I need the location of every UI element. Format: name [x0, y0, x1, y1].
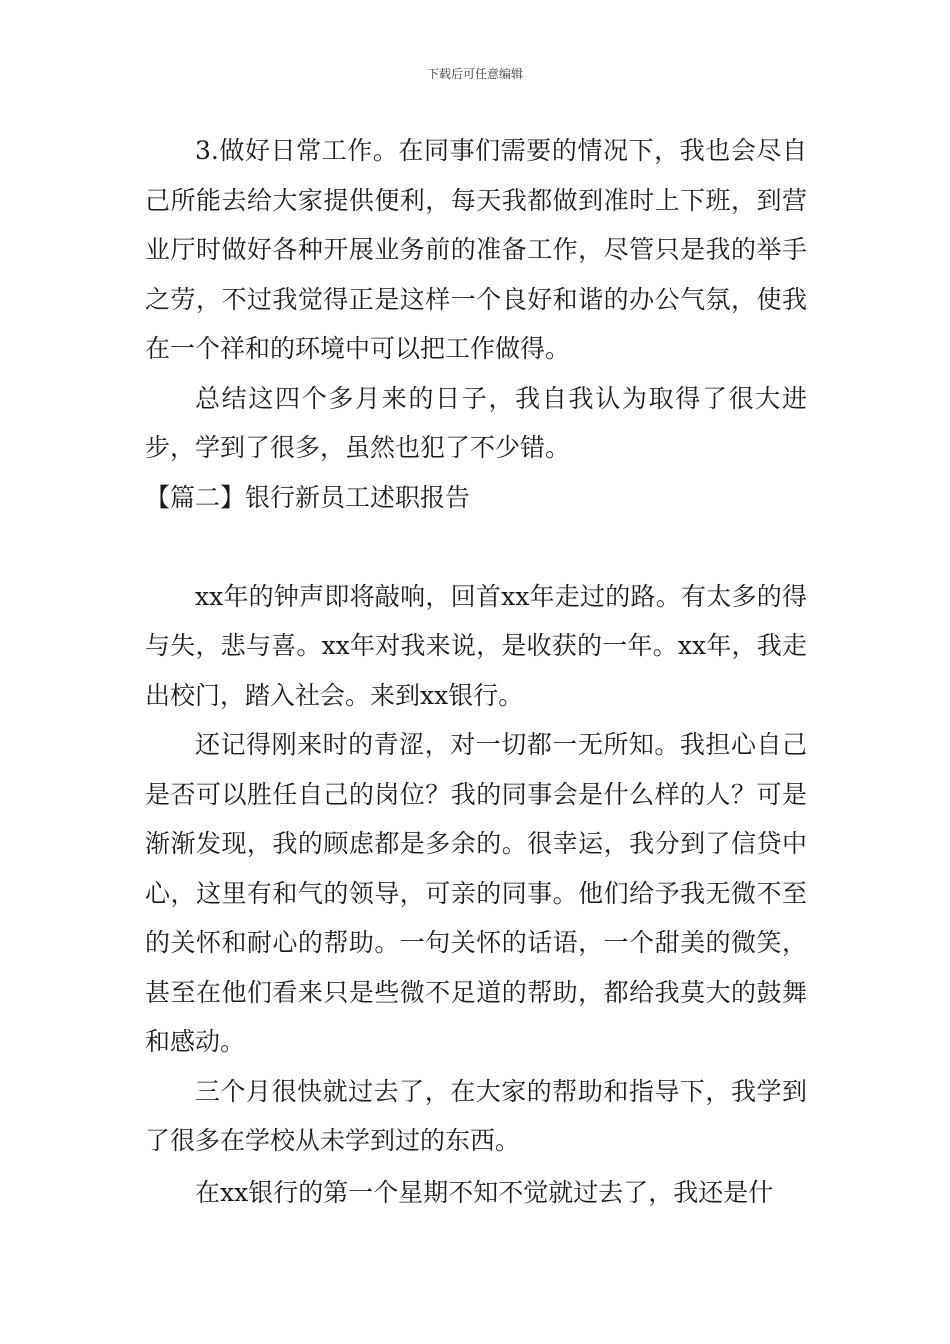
document-body — [145, 126, 807, 1217]
paragraph-summary: 总结这四个多月来的日子，我自我认为取得了很大进步，学到了很多，虽然也犯了不少错。 — [145, 383, 807, 462]
paragraph-three-months: 三个月很快就过去了，在大家的帮助和指导下，我学到了很多在学校从未学到过的东西。 — [145, 1076, 807, 1155]
section-heading: 【篇二】银行新员工述职报告 — [145, 482, 471, 512]
paragraph-first-days: 还记得刚来时的青涩，对一切都一无所知。我担心自己是否可以胜任自己的岗位？我的同事会是什么样的人？可是渐渐发现，我的顾虑都是多余的。很幸运，我分到了信贷中心，这里有和气的领导，可亲的同事。他们给予我无微不至的关怀和耐心的帮助。一句关怀的话语，一个甜美的微笑，甚至在他们看来只是些微不足道的帮助，都给我莫大的鼓舞和感动。 — [145, 730, 807, 1056]
page-header-note: 下载后可任意编辑 — [426, 67, 523, 81]
paragraph-first-week: 在xx银行的第一个星期不知不觉就过去了，我还是什 — [195, 1177, 774, 1207]
paragraph-new-year: xx年的钟声即将敲响，回首xx年走过的路。有太多的得与失，悲与喜。xx年对我来说，是收获的一年。xx年，我走出校门，踏入社会。来到xx银行。 — [145, 581, 807, 710]
paragraph-daily-work: 3.做好日常工作。在同事们需要的情况下，我也会尽自己所能去给大家提供便利，每天我都做到准时上下班，到营业厅时做好各种开展业务前的准备工作，尽管只是我的举手之劳，不过我觉得正是这样一个良好和谐的办公气氛，使我在一个祥和的环境中可以把工作做得。 — [145, 136, 807, 363]
